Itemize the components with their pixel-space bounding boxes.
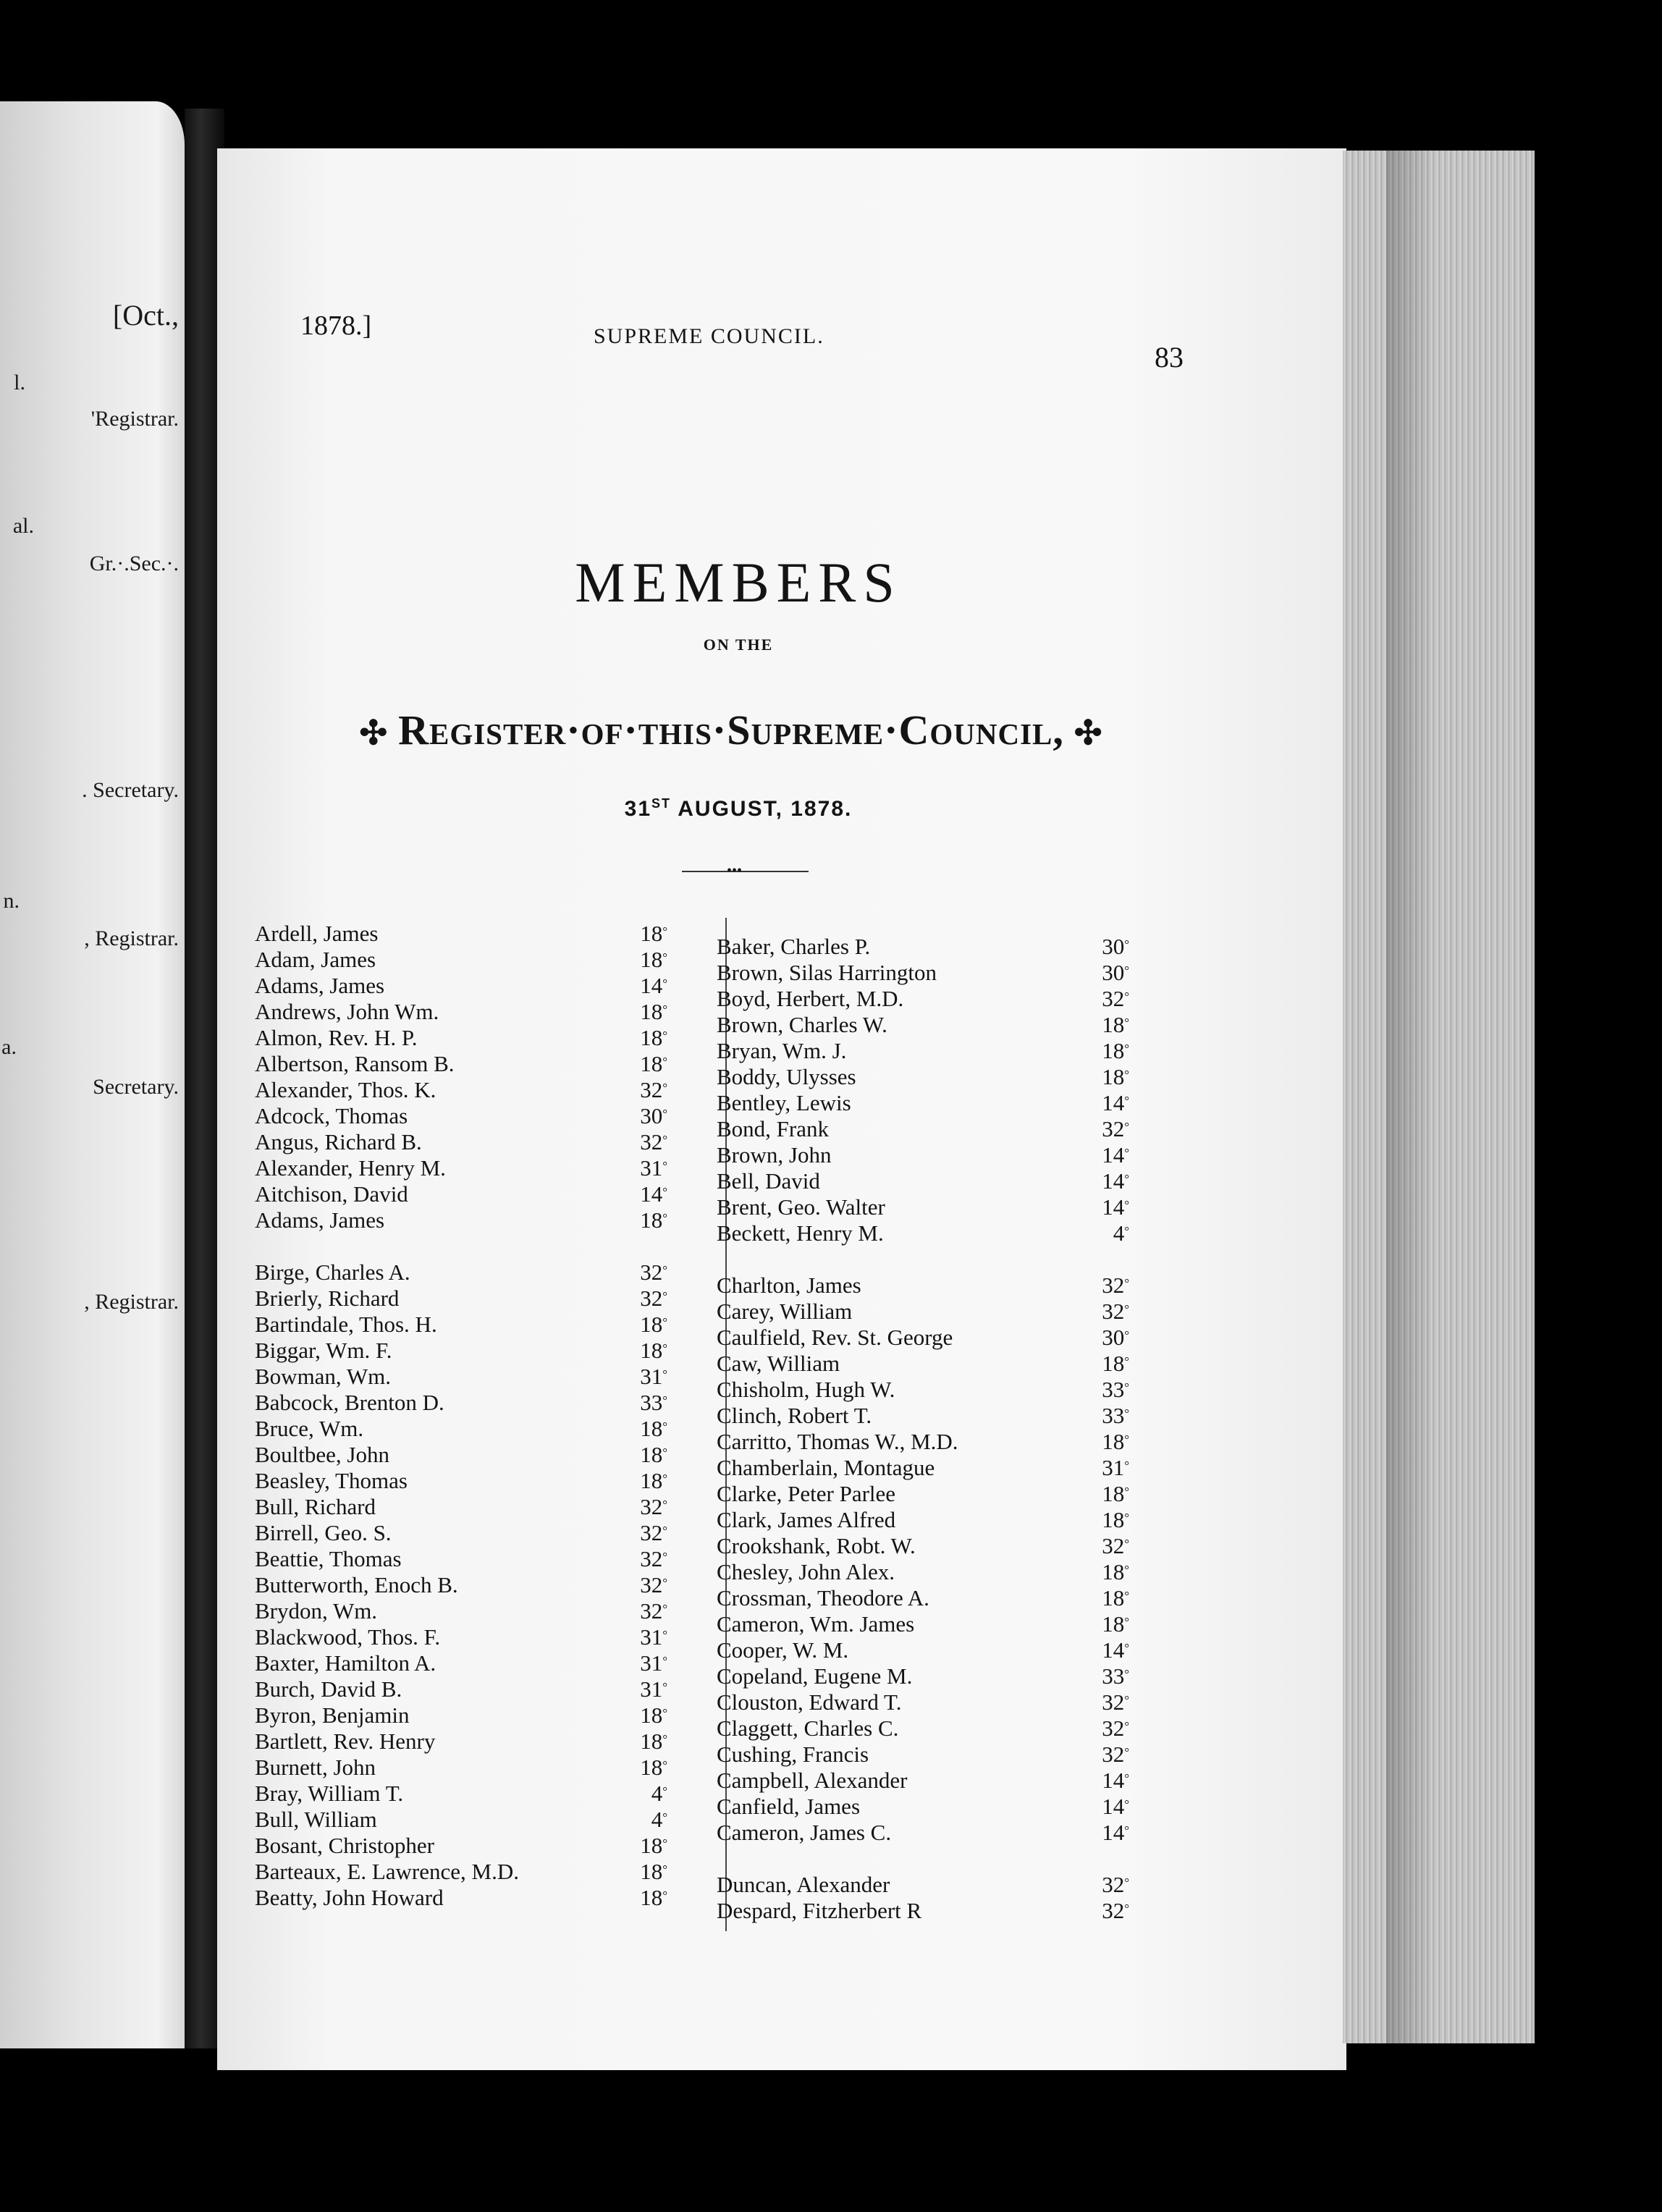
member-name: Bruce, Wm. <box>255 1416 364 1441</box>
register-heading <box>304 706 1158 754</box>
member-row <box>255 973 667 999</box>
member-row <box>255 1833 667 1859</box>
member-degree: 18° <box>640 999 667 1024</box>
page-edges-shadow <box>1386 151 1466 2043</box>
member-degree: 18° <box>1102 1012 1129 1037</box>
member-name: Brown, Charles W. <box>717 1012 887 1037</box>
member-name: Adcock, Thomas <box>255 1103 408 1128</box>
member-group <box>717 934 1129 1246</box>
member-degree: 32° <box>1102 1272 1129 1298</box>
left-page-line: . Secretary. <box>82 778 179 802</box>
member-name: Cameron, Wm. James <box>717 1611 915 1637</box>
member-name: Baker, Charles P. <box>717 934 871 959</box>
member-degree: 14° <box>640 973 667 998</box>
member-row <box>717 1351 1129 1377</box>
member-degree: 18° <box>640 1885 667 1910</box>
member-row <box>717 1481 1129 1507</box>
member-name: Clinch, Robert T. <box>717 1403 872 1428</box>
member-degree: 32° <box>1102 986 1129 1011</box>
member-name: Duncan, Alexander <box>717 1872 890 1897</box>
member-degree: 18° <box>1102 1429 1129 1454</box>
member-row <box>255 1103 667 1129</box>
member-degree: 32° <box>640 1494 667 1519</box>
member-name: Brydon, Wm. <box>255 1598 378 1624</box>
member-row <box>255 999 667 1025</box>
member-row <box>717 1325 1129 1351</box>
member-group <box>255 1259 667 1911</box>
member-row <box>717 1403 1129 1429</box>
member-row <box>255 1520 667 1546</box>
member-name: Despard, Fitzherbert R <box>717 1898 922 1923</box>
member-row <box>255 1286 667 1312</box>
member-row <box>255 1077 667 1103</box>
member-row <box>717 1768 1129 1794</box>
member-name: Adams, James <box>255 1207 385 1233</box>
member-name: Beatty, John Howard <box>255 1885 444 1910</box>
header-year: 1878.] <box>300 311 372 341</box>
member-name: Beattie, Thomas <box>255 1546 402 1571</box>
member-row <box>255 1442 667 1468</box>
member-row <box>717 1142 1129 1168</box>
ornament-right-icon: ✣ <box>1073 714 1103 751</box>
date-suffix: ST <box>651 796 672 811</box>
member-degree: 18° <box>640 1025 667 1050</box>
member-degree: 18° <box>1102 1611 1129 1637</box>
member-row <box>255 1025 667 1051</box>
member-degree: 18° <box>640 1442 667 1467</box>
member-degree: 18° <box>640 921 667 946</box>
member-name: Bray, William T. <box>255 1781 404 1806</box>
left-page-line: Secretary. <box>93 1075 179 1099</box>
member-degree: 14° <box>1102 1794 1129 1819</box>
running-title: SUPREME COUNCIL. <box>594 324 824 348</box>
member-degree: 4° <box>1113 1220 1129 1246</box>
member-degree: 18° <box>1102 1507 1129 1532</box>
member-name: Andrews, John Wm. <box>255 999 439 1024</box>
left-page-line: n. <box>3 889 20 913</box>
member-name: Adam, James <box>255 947 376 972</box>
member-row <box>255 1207 667 1233</box>
member-degree: 30° <box>1102 1325 1129 1350</box>
member-row <box>717 960 1129 986</box>
member-name: Bull, William <box>255 1807 377 1832</box>
member-degree: 14° <box>1102 1194 1129 1220</box>
member-row <box>255 1781 667 1807</box>
right-member-column <box>717 934 1129 1924</box>
member-degree: 18° <box>640 1859 667 1884</box>
member-name: Almon, Rev. H. P. <box>255 1025 418 1050</box>
member-row <box>717 1689 1129 1715</box>
member-row <box>717 1663 1129 1689</box>
member-row <box>717 1064 1129 1090</box>
member-name: Blackwood, Thos. F. <box>255 1624 441 1650</box>
member-degree: 18° <box>640 947 667 972</box>
member-row <box>717 1012 1129 1038</box>
member-name: Brown, Silas Harrington <box>717 960 937 985</box>
member-degree: 32° <box>640 1286 667 1311</box>
member-degree: 18° <box>1102 1351 1129 1376</box>
member-name: Burch, David B. <box>255 1676 402 1702</box>
member-degree: 33° <box>1102 1663 1129 1689</box>
member-row <box>717 1820 1129 1846</box>
member-name: Cushing, Francis <box>717 1742 869 1767</box>
member-row <box>717 986 1129 1012</box>
member-degree: 4° <box>651 1807 667 1832</box>
member-degree: 32° <box>640 1546 667 1571</box>
member-name: Albertson, Ransom B. <box>255 1051 455 1076</box>
member-group <box>255 921 667 1233</box>
member-name: Bartindale, Thos. H. <box>255 1312 437 1337</box>
member-degree: 33° <box>1102 1403 1129 1428</box>
member-name: Boultbee, John <box>255 1442 389 1467</box>
left-page-line: [Oct., <box>112 299 179 332</box>
member-degree: 31° <box>640 1624 667 1650</box>
member-row <box>717 1715 1129 1742</box>
left-page-line: a. <box>1 1035 17 1059</box>
member-degree: 18° <box>640 1312 667 1337</box>
member-name: Chesley, John Alex. <box>717 1559 895 1584</box>
member-name: Beasley, Thomas <box>255 1468 408 1493</box>
member-name: Cooper, W. M. <box>717 1637 849 1663</box>
member-row <box>255 1572 667 1598</box>
member-degree: 32° <box>640 1129 667 1154</box>
member-row <box>255 1546 667 1572</box>
page-title: MEMBERS <box>575 551 902 614</box>
member-name: Caulfield, Rev. St. George <box>717 1325 953 1350</box>
member-degree: 18° <box>640 1468 667 1493</box>
member-degree: 30° <box>1102 960 1129 985</box>
member-degree: 32° <box>640 1520 667 1545</box>
member-degree: 14° <box>640 1181 667 1207</box>
member-degree: 18° <box>640 1051 667 1076</box>
member-name: Charlton, James <box>717 1272 861 1298</box>
subtitle: ON THE <box>703 636 774 654</box>
member-name: Baxter, Hamilton A. <box>255 1650 436 1676</box>
date-day: 31 <box>624 797 652 821</box>
member-name: Clarke, Peter Parlee <box>717 1481 896 1506</box>
member-row <box>717 1585 1129 1611</box>
member-degree: 18° <box>640 1207 667 1233</box>
date-rest: AUGUST, 1878. <box>671 797 853 821</box>
member-degree: 32° <box>1102 1742 1129 1767</box>
member-name: Carritto, Thomas W., M.D. <box>717 1429 958 1454</box>
member-degree: 32° <box>640 1598 667 1624</box>
member-group <box>717 1272 1129 1846</box>
member-degree: 31° <box>640 1364 667 1389</box>
member-name: Brierly, Richard <box>255 1286 400 1311</box>
member-name: Ardell, James <box>255 921 379 946</box>
member-name: Chamberlain, Montague <box>717 1455 935 1480</box>
member-name: Angus, Richard B. <box>255 1129 422 1154</box>
member-name: Bull, Richard <box>255 1494 376 1519</box>
member-name: Carey, William <box>717 1299 853 1324</box>
member-name: Barteaux, E. Lawrence, M.D. <box>255 1859 519 1884</box>
register-date <box>0 796 1477 822</box>
member-degree: 30° <box>1102 934 1129 959</box>
member-name: Butterworth, Enoch B. <box>255 1572 458 1597</box>
left-member-column <box>255 921 667 1911</box>
member-name: Alexander, Henry M. <box>255 1155 446 1181</box>
member-degree: 18° <box>640 1416 667 1441</box>
member-degree: 32° <box>1102 1898 1129 1923</box>
member-degree: 32° <box>1102 1533 1129 1558</box>
member-name: Claggett, Charles C. <box>717 1715 899 1741</box>
member-row <box>717 1455 1129 1481</box>
member-row <box>255 1259 667 1286</box>
member-degree: 31° <box>640 1155 667 1181</box>
member-name: Biggar, Wm. F. <box>255 1338 392 1363</box>
member-name: Brent, Geo. Walter <box>717 1194 885 1220</box>
member-degree: 14° <box>1102 1820 1129 1845</box>
member-degree: 32° <box>1102 1116 1129 1141</box>
member-degree: 32° <box>1102 1715 1129 1741</box>
member-degree: 33° <box>1102 1377 1129 1402</box>
member-degree: 32° <box>640 1259 667 1285</box>
member-row <box>255 1807 667 1833</box>
member-name: Alexander, Thos. K. <box>255 1077 436 1102</box>
member-name: Caw, William <box>717 1351 840 1376</box>
member-degree: 18° <box>1102 1559 1129 1584</box>
member-name: Aitchison, David <box>255 1181 408 1207</box>
member-name: Boyd, Herbert, M.D. <box>717 986 904 1011</box>
member-row <box>255 1755 667 1781</box>
member-row <box>255 1181 667 1207</box>
member-degree: 30° <box>640 1103 667 1128</box>
member-row <box>717 1872 1129 1898</box>
member-degree: 18° <box>1102 1064 1129 1089</box>
member-name: Brown, John <box>717 1142 832 1168</box>
member-name: Birge, Charles A. <box>255 1259 410 1285</box>
member-row <box>255 1702 667 1728</box>
member-row <box>255 947 667 973</box>
member-row <box>255 1468 667 1494</box>
member-row <box>717 1090 1129 1116</box>
member-row <box>717 1611 1129 1637</box>
member-degree: 31° <box>1102 1455 1129 1480</box>
member-row <box>255 1051 667 1077</box>
member-row <box>255 921 667 947</box>
page-number: 83 <box>1155 341 1184 373</box>
member-row <box>717 1742 1129 1768</box>
member-row <box>255 1885 667 1911</box>
member-row <box>717 1898 1129 1924</box>
member-name: Bowman, Wm. <box>255 1364 391 1389</box>
member-row <box>255 1624 667 1650</box>
left-page-line: 'Registrar. <box>90 407 179 431</box>
member-degree: 32° <box>640 1572 667 1597</box>
member-row <box>717 1038 1129 1064</box>
member-name: Bartlett, Rev. Henry <box>255 1728 436 1754</box>
member-row <box>255 1312 667 1338</box>
left-page-line: l. <box>14 371 25 394</box>
member-degree: 14° <box>1102 1168 1129 1194</box>
divider-ornament: ••• <box>727 863 743 879</box>
member-row <box>255 1859 667 1885</box>
left-page-line: , Registrar. <box>84 1290 179 1314</box>
member-name: Bryan, Wm. J. <box>717 1038 847 1063</box>
member-degree: 14° <box>1102 1637 1129 1663</box>
member-degree: 31° <box>640 1676 667 1702</box>
member-degree: 18° <box>640 1702 667 1728</box>
member-row <box>717 1533 1129 1559</box>
member-row <box>717 1507 1129 1533</box>
member-name: Clouston, Edward T. <box>717 1689 902 1715</box>
member-degree: 18° <box>1102 1481 1129 1506</box>
member-degree: 32° <box>640 1077 667 1102</box>
member-name: Boddy, Ulysses <box>717 1064 856 1089</box>
member-row <box>717 1559 1129 1585</box>
member-degree: 32° <box>1102 1689 1129 1715</box>
member-name: Campbell, Alexander <box>717 1768 908 1793</box>
member-name: Babcock, Brenton D. <box>255 1390 444 1415</box>
member-name: Birrell, Geo. S. <box>255 1520 392 1545</box>
member-name: Copeland, Eugene M. <box>717 1663 913 1689</box>
member-name: Bentley, Lewis <box>717 1090 851 1115</box>
member-row <box>717 1794 1129 1820</box>
member-row <box>255 1364 667 1390</box>
member-name: Beckett, Henry M. <box>717 1220 884 1246</box>
divider-rule <box>682 871 809 872</box>
member-row <box>255 1129 667 1155</box>
member-row <box>255 1416 667 1442</box>
member-row <box>255 1650 667 1676</box>
ornament-left-icon: ✣ <box>359 714 389 751</box>
member-row <box>717 1272 1129 1299</box>
left-page-line: Gr.·.Sec.·. <box>89 552 179 575</box>
member-row <box>255 1155 667 1181</box>
member-row <box>717 1429 1129 1455</box>
member-degree: 32° <box>1102 1299 1129 1324</box>
member-name: Bond, Frank <box>717 1116 829 1141</box>
member-degree: 32° <box>1102 1872 1129 1897</box>
member-degree: 18° <box>1102 1585 1129 1611</box>
member-degree: 4° <box>651 1781 667 1806</box>
member-row <box>255 1728 667 1755</box>
left-page-line: al. <box>12 514 34 538</box>
member-row <box>255 1338 667 1364</box>
member-name: Adams, James <box>255 973 385 998</box>
member-degree: 18° <box>640 1755 667 1780</box>
member-row <box>717 934 1129 960</box>
member-name: Clark, James Alfred <box>717 1507 896 1532</box>
member-row <box>717 1220 1129 1246</box>
member-name: Cameron, James C. <box>717 1820 892 1845</box>
previous-page-fragment <box>0 101 185 2048</box>
left-page-line: , Registrar. <box>84 926 179 950</box>
member-row <box>255 1598 667 1624</box>
member-degree: 31° <box>640 1650 667 1676</box>
member-name: Burnett, John <box>255 1755 376 1780</box>
member-name: Bell, David <box>717 1168 820 1194</box>
member-name: Chisholm, Hugh W. <box>717 1377 895 1402</box>
member-degree: 33° <box>640 1390 667 1415</box>
member-row <box>717 1168 1129 1194</box>
member-degree: 18° <box>640 1728 667 1754</box>
member-row <box>717 1637 1129 1663</box>
member-name: Bosant, Christopher <box>255 1833 434 1858</box>
member-degree: 18° <box>640 1338 667 1363</box>
register-heading-text: Register·of·this·Supreme·Council, <box>398 706 1064 753</box>
member-degree: 18° <box>1102 1038 1129 1063</box>
member-group <box>717 1872 1129 1924</box>
member-degree: 18° <box>640 1833 667 1858</box>
member-row <box>717 1377 1129 1403</box>
member-degree: 14° <box>1102 1142 1129 1168</box>
member-name: Canfield, James <box>717 1794 861 1819</box>
member-row <box>717 1116 1129 1142</box>
member-row <box>717 1299 1129 1325</box>
member-degree: 14° <box>1102 1090 1129 1115</box>
member-row <box>255 1676 667 1702</box>
member-row <box>255 1390 667 1416</box>
member-row <box>717 1194 1129 1220</box>
member-name: Crookshank, Robt. W. <box>717 1533 916 1558</box>
member-name: Crossman, Theodore A. <box>717 1585 929 1611</box>
member-degree: 14° <box>1102 1768 1129 1793</box>
member-name: Byron, Benjamin <box>255 1702 410 1728</box>
member-row <box>255 1494 667 1520</box>
